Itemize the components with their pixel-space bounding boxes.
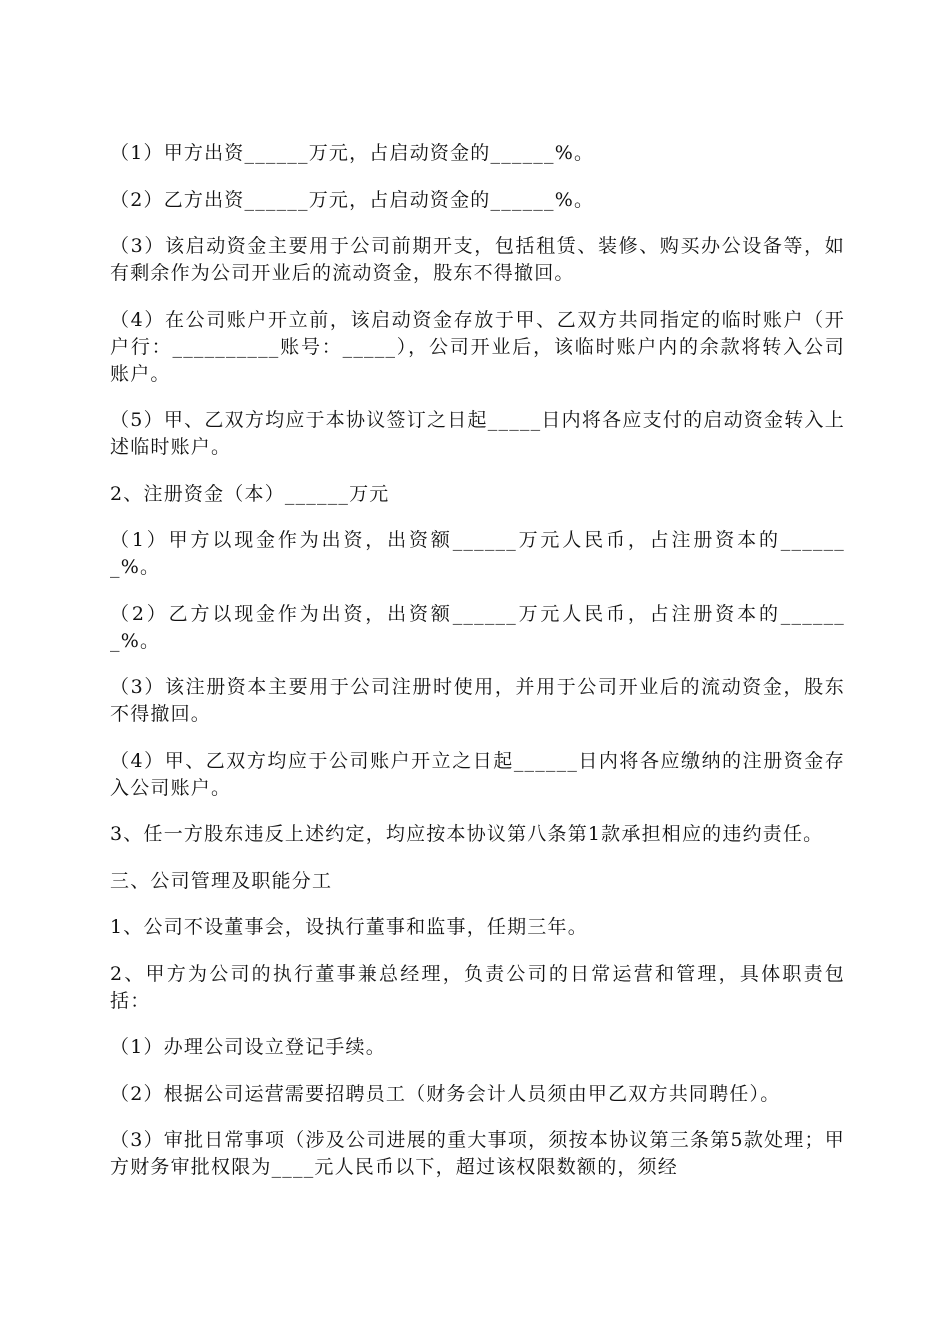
duty-registration: （1）办理公司设立登记手续。	[110, 1036, 386, 1058]
clause-registered-capital-party-b: （2）乙方以现金作为出资，出资额______万元人民币，占注册资本的_______%。	[110, 602, 845, 652]
clause-registered-capital-deposit: （4）甲、乙双方均应于公司账户开立之日起______日内将各应缴纳的注册资金存入公司账户。	[110, 749, 845, 799]
clause-executive-director: 1、公司不设董事会，设执行董事和监事，任期三年。	[110, 916, 588, 938]
clause-start-capital-usage: （3）该启动资金主要用于公司前期开支，包括租赁、装修、购买办公设备等，如有剩余作为公司开业后的流动资金，股东不得撤回。	[110, 235, 845, 284]
clause-party-a-duties: 2、甲方为公司的执行董事兼总经理，负责公司的日常运营和管理，具体职责包括：	[110, 962, 845, 1012]
section-heading-management: 三、公司管理及职能分工	[110, 869, 333, 892]
clause-registered-capital-usage: （3）该注册资本主要用于公司注册时使用，并用于公司开业后的流动资金，股东不得撤回。	[110, 676, 845, 725]
duty-approval: （3）审批日常事项（涉及公司进展的重大事项，须按本协议第三条第5款处理；甲方财务审批权限为____元人民币以下，超过该权限数额的，须经	[110, 1129, 845, 1178]
duty-hiring: （2）根据公司运营需要招聘员工（财务会计人员须由甲乙双方共同聘任）。	[110, 1082, 781, 1105]
document-body	[110, 140, 845, 1201]
clause-start-capital-party-b: （2）乙方出资______万元，占启动资金的______%。	[110, 188, 595, 211]
clause-transfer-deadline: （5）甲、乙双方均应于本协议签订之日起_____日内将各应支付的启动资金转入上述临时账户。	[110, 409, 845, 458]
clause-temporary-account: （4）在公司账户开立前，该启动资金存放于甲、乙双方共同指定的临时账户（开户行：__________账号：_____），公司开业后，该临时账户内的余款将转入公司账户。	[110, 308, 845, 385]
clause-registered-capital-party-a: （1）甲方以现金作为出资，出资额______万元人民币，占注册资本的_______%。	[110, 529, 845, 578]
section-registered-capital: 2、注册资金（本）______万元	[110, 482, 390, 505]
clause-start-capital-party-a: （1）甲方出资______万元，占启动资金的______%。	[110, 142, 595, 164]
clause-breach-liability: 3、任一方股东违反上述约定，均应按本协议第八条第1款承担相应的违约责任。	[110, 823, 824, 845]
